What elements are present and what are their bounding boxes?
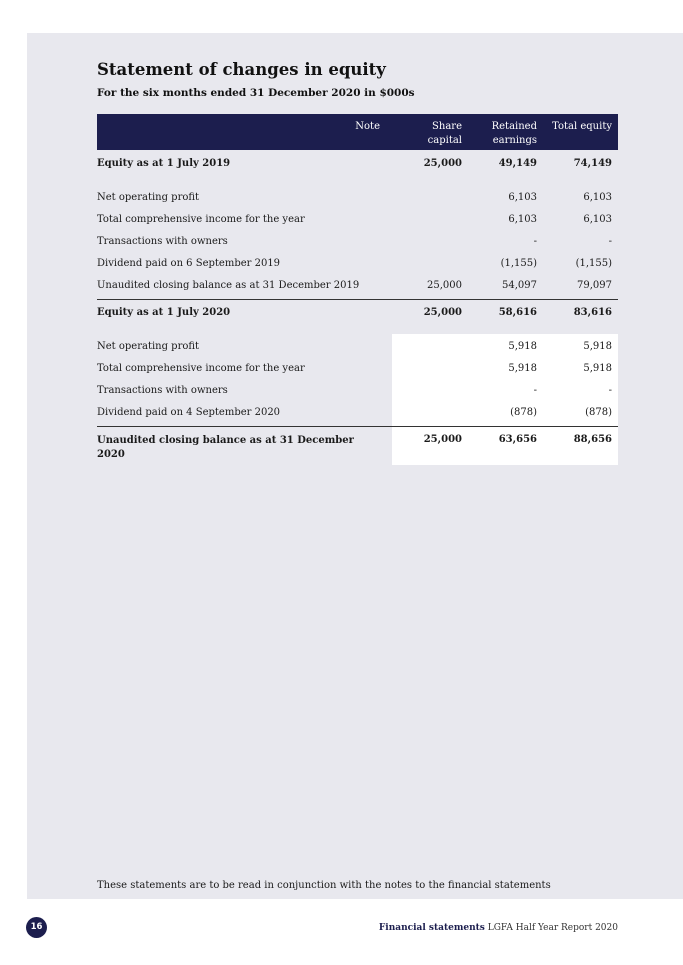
- cell-share: 25,000: [423, 158, 462, 169]
- table-row: [97, 158, 618, 176]
- cell-share: 25,000: [427, 280, 462, 291]
- page-footer: [379, 923, 618, 933]
- cell-total: 83,616: [573, 307, 612, 318]
- row-label: Net operating profit: [97, 192, 200, 203]
- table-row: [97, 434, 618, 464]
- cell-share: 25,000: [423, 307, 462, 318]
- table-row: [97, 407, 618, 425]
- table-row: [97, 236, 618, 254]
- cell-total: 6,103: [583, 192, 612, 203]
- cell-total: 74,149: [573, 158, 612, 169]
- cell-retained: 54,097: [502, 280, 537, 291]
- footnote: These statements are to be read in conjunction with the notes to the financial statements: [97, 880, 551, 891]
- row-label: Transactions with owners: [97, 385, 228, 396]
- divider: [97, 299, 618, 300]
- row-label: Unaudited closing balance as at 31 December 2020: [97, 435, 354, 460]
- col-note: Note: [355, 121, 380, 132]
- footer-report: LGFA Half Year Report 2020: [487, 923, 618, 933]
- cell-share: 25,000: [423, 434, 462, 445]
- cell-total: (1,155): [575, 258, 612, 269]
- col-retained-earnings: Retained earnings: [491, 121, 537, 146]
- row-label: Dividend paid on 4 September 2020: [97, 407, 281, 418]
- page-subtitle: For the six months ended 31 December 2020 in $000s: [97, 87, 415, 99]
- cell-retained: 63,656: [498, 434, 537, 445]
- cell-total: 79,097: [577, 280, 612, 291]
- cell-total: 6,103: [583, 214, 612, 225]
- cell-retained: 6,103: [508, 214, 537, 225]
- table-row: [97, 307, 618, 325]
- table-header: [97, 114, 618, 150]
- col-share-capital: Share capital: [427, 121, 462, 146]
- cell-retained: 5,918: [508, 341, 537, 352]
- table-row: [97, 385, 618, 403]
- row-label: Total comprehensive income for the year: [97, 363, 305, 374]
- table-row: [97, 341, 618, 359]
- cell-retained: (878): [510, 407, 537, 418]
- col-total-equity: Total equity: [552, 121, 612, 132]
- cell-total: -: [608, 236, 612, 247]
- cell-total: 5,918: [583, 363, 612, 374]
- cell-total: 5,918: [583, 341, 612, 352]
- row-label: Dividend paid on 6 September 2019: [97, 258, 281, 269]
- page-title: Statement of changes in equity: [97, 60, 386, 79]
- page-number: 16: [26, 917, 47, 938]
- cell-total: 88,656: [573, 434, 612, 445]
- cell-retained: (1,155): [500, 258, 537, 269]
- row-label: Equity as at 1 July 2020: [97, 307, 231, 318]
- table-row: [97, 363, 618, 381]
- row-label: Transactions with owners: [97, 236, 228, 247]
- row-label: Net operating profit: [97, 341, 200, 352]
- footer-section: Financial statements: [378, 923, 485, 933]
- table-row: [97, 214, 618, 232]
- cell-total: -: [608, 385, 612, 396]
- row-label: Unaudited closing balance as at 31 December 2019: [97, 280, 360, 291]
- row-label: Equity as at 1 July 2019: [97, 158, 231, 169]
- cell-retained: 6,103: [508, 192, 537, 203]
- cell-retained: -: [533, 385, 537, 396]
- table-row: [97, 280, 618, 298]
- table-row: [97, 192, 618, 210]
- cell-retained: 5,918: [508, 363, 537, 374]
- cell-retained: 58,616: [498, 307, 537, 318]
- table-row: [97, 258, 618, 276]
- cell-total: (878): [585, 407, 612, 418]
- divider: [97, 426, 618, 427]
- row-label: Total comprehensive income for the year: [97, 214, 305, 225]
- cell-retained: 49,149: [498, 158, 537, 169]
- cell-retained: -: [533, 236, 537, 247]
